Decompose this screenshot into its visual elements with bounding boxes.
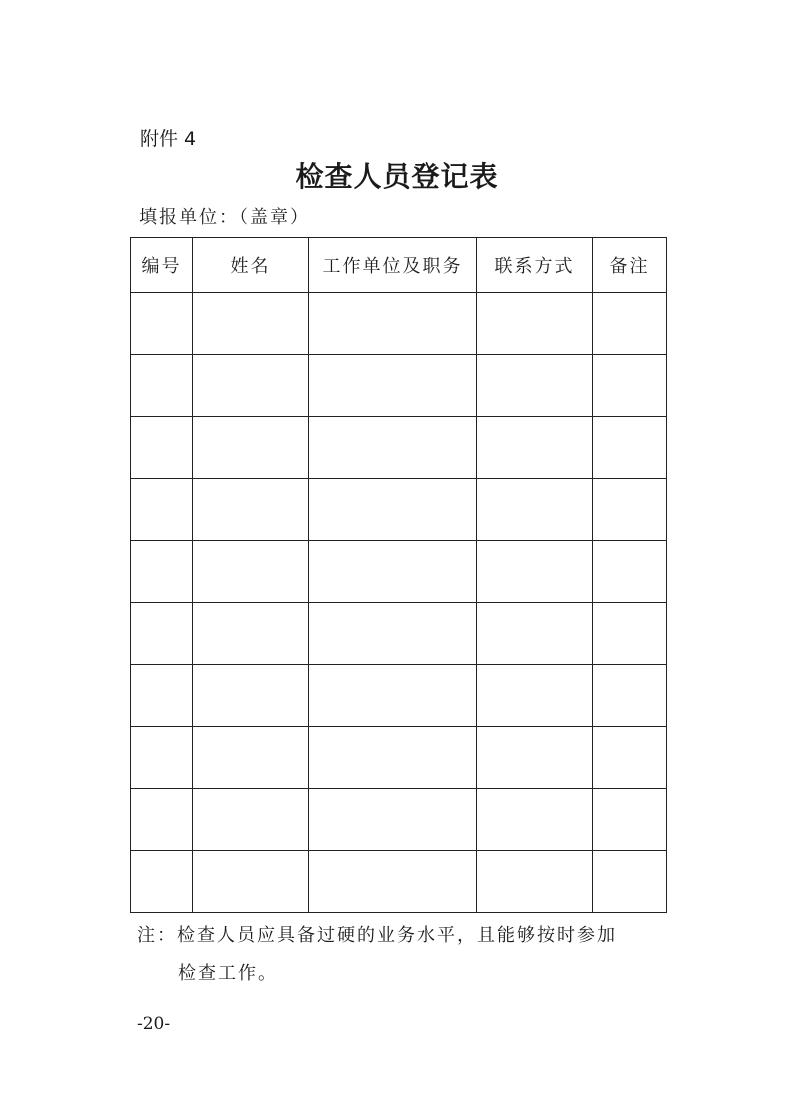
- note: [137, 917, 677, 993]
- cell-number[interactable]: [131, 541, 193, 603]
- note-line-2: 检查工作。: [178, 963, 278, 984]
- table-row: [131, 293, 667, 355]
- table-row: [131, 727, 667, 789]
- cell-name[interactable]: [193, 789, 309, 851]
- cell-name[interactable]: [193, 727, 309, 789]
- cell-number[interactable]: [131, 417, 193, 479]
- cell-name[interactable]: [193, 603, 309, 665]
- note-line-1: 注：检查人员应具备过硬的业务水平，且能够按时参加: [137, 925, 617, 946]
- cell-remarks[interactable]: [593, 665, 667, 727]
- cell-remarks[interactable]: [593, 789, 667, 851]
- cell-number[interactable]: [131, 851, 193, 913]
- cell-work-unit-position[interactable]: [309, 541, 477, 603]
- cell-work-unit-position[interactable]: [309, 603, 477, 665]
- cell-remarks[interactable]: [593, 417, 667, 479]
- page-number: -20-: [137, 1014, 171, 1034]
- cell-work-unit-position[interactable]: [309, 355, 477, 417]
- cell-number[interactable]: [131, 293, 193, 355]
- table-body: [131, 293, 667, 913]
- cell-contact[interactable]: [477, 603, 593, 665]
- cell-contact[interactable]: [477, 355, 593, 417]
- document-title: 检查人员登记表: [295, 160, 499, 193]
- cell-work-unit-position[interactable]: [309, 727, 477, 789]
- cell-contact[interactable]: [477, 727, 593, 789]
- cell-work-unit-position[interactable]: [309, 479, 477, 541]
- cell-contact[interactable]: [477, 479, 593, 541]
- header-number: 编号: [131, 238, 193, 293]
- cell-name[interactable]: [193, 541, 309, 603]
- cell-name[interactable]: [193, 479, 309, 541]
- cell-remarks[interactable]: [593, 603, 667, 665]
- cell-name[interactable]: [193, 851, 309, 913]
- cell-contact[interactable]: [477, 665, 593, 727]
- header-contact: 联系方式: [477, 238, 593, 293]
- table-header-row: [131, 238, 667, 293]
- cell-number[interactable]: [131, 355, 193, 417]
- cell-name[interactable]: [193, 355, 309, 417]
- table-row: [131, 479, 667, 541]
- cell-remarks[interactable]: [593, 541, 667, 603]
- header-remarks: 备注: [593, 238, 667, 293]
- header-work-unit-position: 工作单位及职务: [309, 238, 477, 293]
- fill-unit-label: 填报单位：（盖章）: [139, 207, 310, 228]
- cell-work-unit-position[interactable]: [309, 665, 477, 727]
- table-row: [131, 789, 667, 851]
- cell-name[interactable]: [193, 293, 309, 355]
- registration-table: [130, 237, 667, 913]
- cell-contact[interactable]: [477, 851, 593, 913]
- cell-remarks[interactable]: [593, 727, 667, 789]
- header-name: 姓名: [193, 238, 309, 293]
- cell-work-unit-position[interactable]: [309, 417, 477, 479]
- cell-remarks[interactable]: [593, 293, 667, 355]
- cell-contact[interactable]: [477, 789, 593, 851]
- table-row: [131, 541, 667, 603]
- cell-work-unit-position[interactable]: [309, 789, 477, 851]
- cell-contact[interactable]: [477, 417, 593, 479]
- table-row: [131, 417, 667, 479]
- cell-name[interactable]: [193, 665, 309, 727]
- cell-remarks[interactable]: [593, 355, 667, 417]
- table-row: [131, 851, 667, 913]
- table-row: [131, 355, 667, 417]
- cell-number[interactable]: [131, 479, 193, 541]
- cell-number[interactable]: [131, 665, 193, 727]
- cell-contact[interactable]: [477, 293, 593, 355]
- table-row: [131, 603, 667, 665]
- cell-number[interactable]: [131, 789, 193, 851]
- table-row: [131, 665, 667, 727]
- cell-work-unit-position[interactable]: [309, 851, 477, 913]
- cell-remarks[interactable]: [593, 479, 667, 541]
- cell-work-unit-position[interactable]: [309, 293, 477, 355]
- attachment-label: 附件 4: [140, 128, 197, 150]
- cell-name[interactable]: [193, 417, 309, 479]
- cell-contact[interactable]: [477, 541, 593, 603]
- cell-remarks[interactable]: [593, 851, 667, 913]
- cell-number[interactable]: [131, 727, 193, 789]
- cell-number[interactable]: [131, 603, 193, 665]
